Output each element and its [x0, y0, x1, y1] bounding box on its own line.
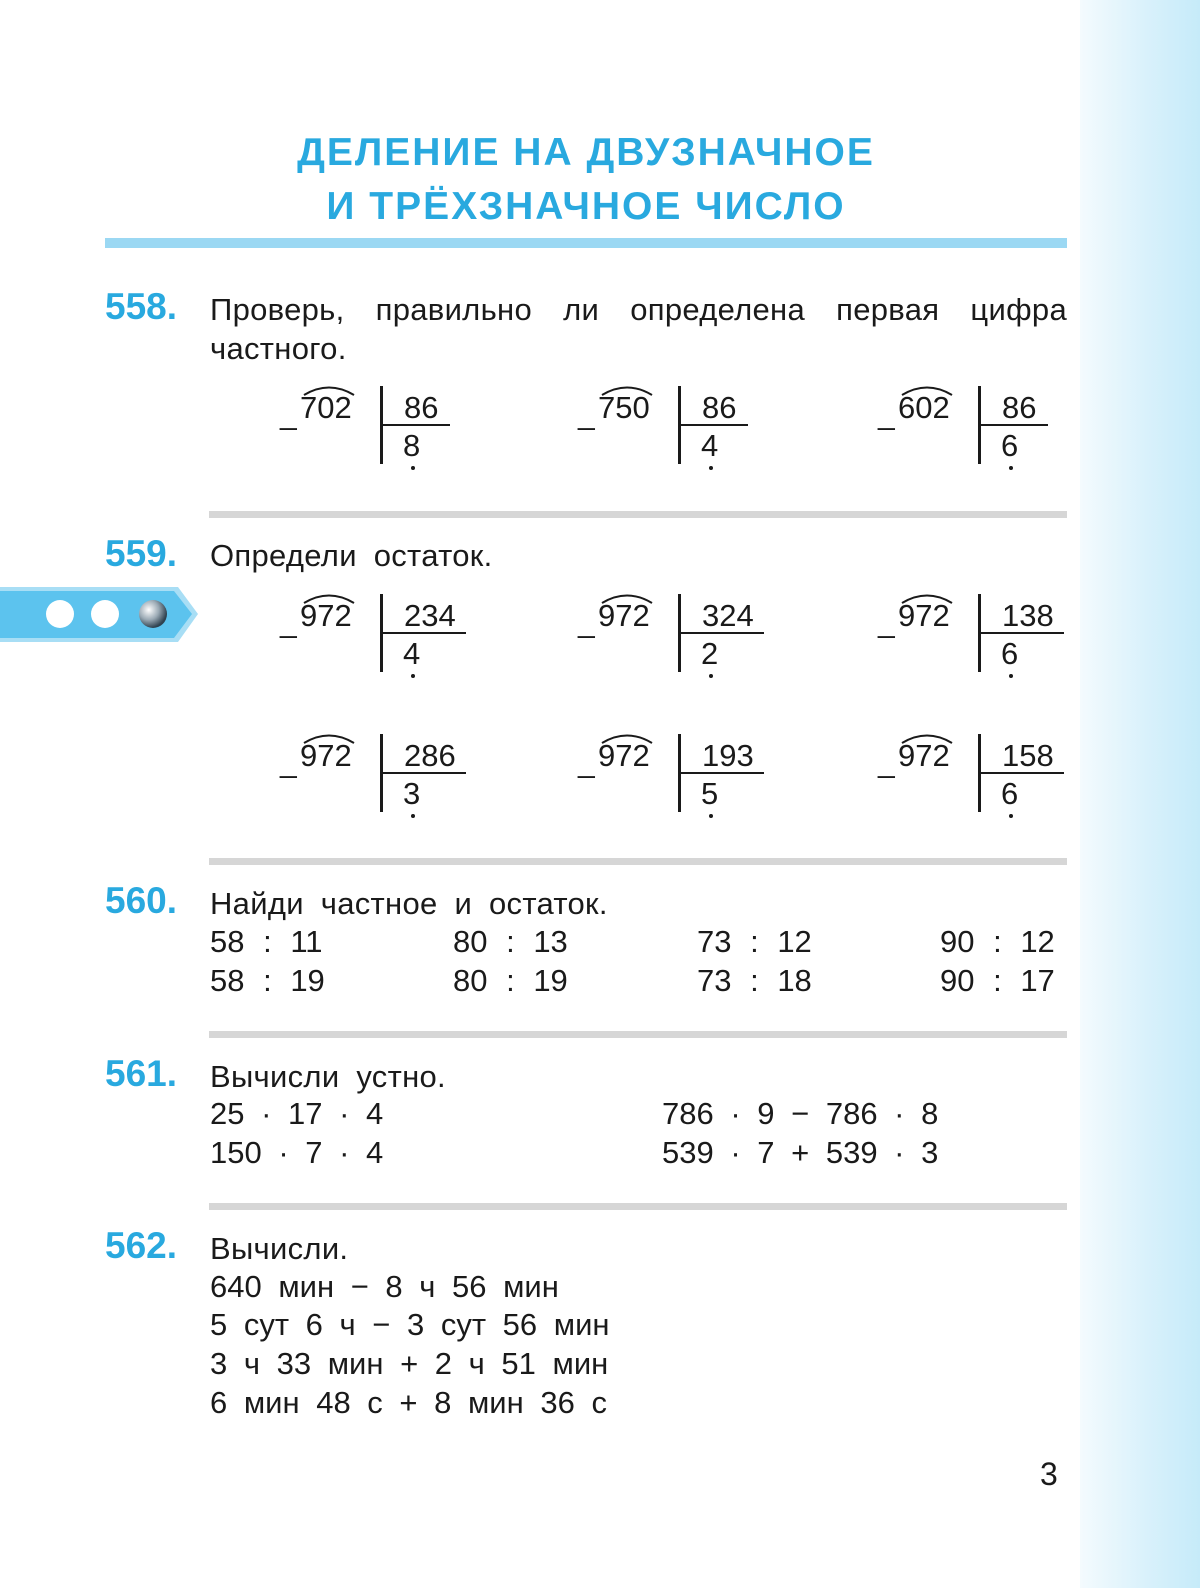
expression: 80 : 13: [453, 924, 568, 959]
quotient: 3: [403, 776, 421, 811]
division-559-1: [280, 590, 480, 680]
divisor: 86: [404, 390, 439, 425]
division-558-2: [578, 382, 778, 472]
task-558-text-cont: частного.: [210, 331, 347, 366]
divisor: 158: [1002, 738, 1054, 773]
divisor: 138: [1002, 598, 1054, 633]
dividend: 972: [898, 598, 950, 633]
task-559-text: Определи остаток.: [210, 538, 493, 573]
task-561-number: 561.: [105, 1053, 178, 1094]
dividend: 972: [598, 738, 650, 773]
dividend: 972: [898, 738, 950, 773]
quotient: 6: [1001, 636, 1019, 671]
dividend: 972: [300, 598, 352, 633]
quotient: 2: [701, 636, 719, 671]
difficulty-marker-icon: [0, 587, 200, 642]
quotient: 4: [701, 428, 719, 463]
expression: 3 ч 33 мин + 2 ч 51 мин: [210, 1346, 609, 1381]
dividend: 702: [300, 390, 352, 425]
minus-sign: _: [878, 746, 895, 779]
quotient-dot: [1009, 674, 1013, 678]
division-559-4: [280, 730, 480, 820]
quotient: 8: [403, 428, 421, 463]
task-558-number: 558.: [105, 286, 178, 327]
divisor: 234: [404, 598, 456, 633]
minus-sign: _: [280, 398, 297, 431]
dividend: 602: [898, 390, 950, 425]
expression: 90 : 17: [940, 963, 1055, 998]
divisor: 193: [702, 738, 754, 773]
section-separator: [209, 511, 1067, 518]
minus-sign: _: [878, 606, 895, 639]
division-558-3: [878, 382, 1078, 472]
quotient: 6: [1001, 776, 1019, 811]
minus-sign: _: [280, 606, 297, 639]
division-558-1: [280, 382, 480, 472]
quotient-dot: [411, 814, 415, 818]
section-separator: [209, 1203, 1067, 1210]
quotient-dot: [709, 814, 713, 818]
expression: 539 · 7 + 539 · 3: [662, 1135, 939, 1170]
task-558-text: Проверь, правильно ли определена первая цифра: [210, 292, 1067, 327]
quotient: 5: [701, 776, 719, 811]
expression: 58 : 11: [210, 924, 323, 959]
section-separator: [209, 1031, 1067, 1038]
divisor: 324: [702, 598, 754, 633]
quotient-dot: [411, 674, 415, 678]
section-separator: [209, 858, 1067, 865]
expression: 80 : 19: [453, 963, 568, 998]
quotient-dot: [1009, 466, 1013, 470]
title-underline: [105, 238, 1067, 248]
page-edge-band: [1080, 0, 1200, 1588]
expression: 640 мин − 8 ч 56 мин: [210, 1269, 559, 1304]
page-number: 3: [1040, 1456, 1058, 1492]
expression: 25 · 17 · 4: [210, 1096, 384, 1131]
division-559-5: [578, 730, 778, 820]
expression: 786 · 9 − 786 · 8: [662, 1096, 939, 1131]
task-561-text: Вычисли устно.: [210, 1059, 446, 1094]
expression: 73 : 12: [697, 924, 812, 959]
chapter-title-line2: И ТРЁХЗНАЧНОЕ ЧИСЛО: [326, 185, 846, 228]
task-560-text: Найди частное и остаток.: [210, 886, 608, 921]
task-562-text: Вычисли.: [210, 1231, 349, 1266]
expression: 73 : 18: [697, 963, 812, 998]
minus-sign: _: [578, 398, 595, 431]
expression: 58 : 19: [210, 963, 325, 998]
minus-sign: _: [280, 746, 297, 779]
division-559-6: [878, 730, 1078, 820]
divisor: 86: [702, 390, 737, 425]
division-559-3: [878, 590, 1078, 680]
quotient-dot: [709, 466, 713, 470]
minus-sign: _: [878, 398, 895, 431]
chapter-title-line1: ДЕЛЕНИЕ НА ДВУЗНАЧНОЕ: [297, 131, 875, 174]
task-562-number: 562.: [105, 1225, 178, 1266]
quotient: 4: [403, 636, 421, 671]
task-559-number: 559.: [105, 533, 178, 574]
quotient-dot: [411, 466, 415, 470]
divisor: 86: [1002, 390, 1037, 425]
task-560-number: 560.: [105, 880, 178, 921]
expression: 5 сут 6 ч − 3 сут 56 мин: [210, 1307, 610, 1342]
expression: 150 · 7 · 4: [210, 1135, 384, 1170]
quotient-dot: [1009, 814, 1013, 818]
dividend: 972: [598, 598, 650, 633]
quotient-dot: [709, 674, 713, 678]
expression: 90 : 12: [940, 924, 1055, 959]
minus-sign: _: [578, 746, 595, 779]
dividend: 972: [300, 738, 352, 773]
expression: 6 мин 48 с + 8 мин 36 с: [210, 1385, 607, 1420]
division-559-2: [578, 590, 778, 680]
quotient: 6: [1001, 428, 1019, 463]
dividend: 750: [598, 390, 650, 425]
divisor: 286: [404, 738, 456, 773]
minus-sign: _: [578, 606, 595, 639]
